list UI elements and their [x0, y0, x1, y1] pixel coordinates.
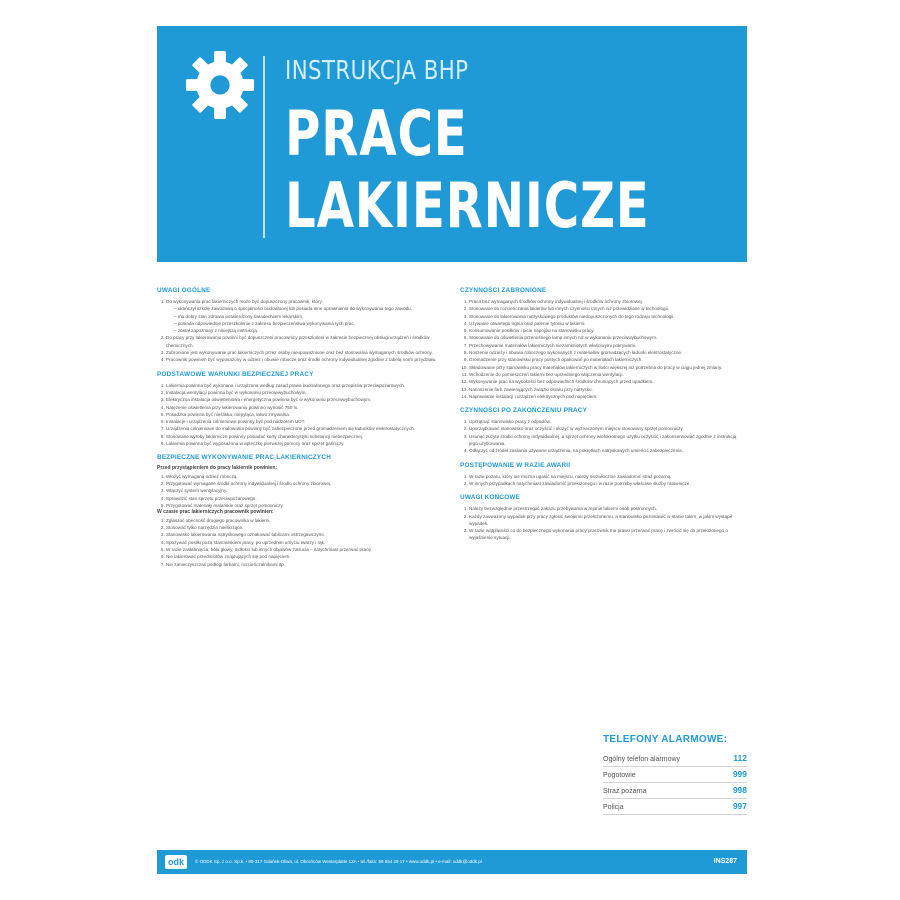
header-subtitle: INSTRUKCJA BHP — [285, 56, 469, 86]
section-list — [460, 298, 740, 400]
list-item: 10. Składowanie przy stanowisku pracy materiałów lakierniczych w ilości większej niż potrzebna do pracy w ciągu jednej zmiany. — [469, 364, 740, 371]
list-item: 4. Używanie otwartego ognia oraz palenie tytoniu w lakierni. — [469, 320, 740, 327]
sub-heading: Przed przystąpieniem do pracy lakiernik powinien: — [157, 465, 278, 472]
right-column — [460, 286, 740, 542]
list-item: 4. Spożywać posiłki poza stanowiskiem pracy, po uprzednim umyciu twarzy i rąk. — [166, 539, 437, 546]
footer-bar — [157, 850, 747, 874]
list-item: 3. Zabronione jest wykonywanie prac lakierniczych przez osoby nieupoważnione oraz bez stosowania wymaganych środków ochrony. — [166, 349, 437, 356]
emergency-phones — [603, 734, 747, 815]
list-item: 2. Instalacja wentylacji powinna być w wykonaniu przeciwwybuchowym. — [166, 389, 437, 396]
section-list — [460, 505, 740, 541]
list-item: – ma dobry stan zdrowia potwierdzony świadectwem lekarskim, — [174, 313, 437, 320]
list-item: 3. Stanowisko lakierowania natryskowego oznakować tablicami ostrzegawczymi. — [166, 531, 437, 538]
list-item: 7. Przechowywanie materiałów lakierniczych niezamkniętych właściwymi pokrywami. — [469, 342, 740, 349]
list-item: 1. Do wykonywania prac lakierniczych może być dopuszczony pracownik, który: – ukończył szkołę zawodową o specjalności budowlanej lub posiada inne uprawnienia do wykonywania tego zawodu, – ma dobry stan zdrowia potwierdzony świadectwem lekarskim, – posiada odpowiednie przeszkolenie z zakresu bezpieczeństwa wykonywania tych prac, – został zapoznany z niniejszą instrukcją. — [166, 298, 437, 334]
phone-row — [603, 799, 747, 815]
list-item: 4. Odłączyć od źródeł zasilania używane urządzenia, na pokrętłach natryskowych umieścić zabezpieczenia. — [469, 447, 740, 454]
gear-icon — [183, 48, 257, 122]
section-list — [157, 473, 437, 509]
list-item: 1. W razie pożaru, który nie można ugasić na miejscu, należy niezwłocznie zawiadomić straż pożarną. — [469, 473, 740, 480]
phone-row — [603, 783, 747, 799]
section-heading: CZYNNOŚCI ZABRONIONE — [460, 287, 547, 294]
section-list — [157, 298, 437, 364]
list-item: 2. Do pracy przy lakierowaniu powinni być dopuszczeni pracownicy przeszkoleni w zakresie bezpiecznej obsługi urządzeń i środków chemicznych. — [166, 334, 437, 349]
sub-heading: W czasie prac lakierniczych pracownik powinien: — [157, 509, 274, 516]
list-item: 1. Uprzątnąć stanowisko pracy z odpadów. — [469, 418, 740, 425]
list-item: 1. Praca bez wymaganych środków ochrony indywidualnej i środków ochrony zbiorowej. — [469, 298, 740, 305]
list-item: 3. Elektryczna instalacja oświetleniowa i energetyczna powinna być w wykonaniu przeciwwybuchowym. — [166, 396, 437, 403]
list-item: 11. Wchodzenie do pomieszczeń lakierni bez uprzedniego włączenia wentylacji. — [469, 371, 740, 378]
list-item: 2. Przygotować wymagane środki ochrony indywidualnej i środki ochrony zbiorowej. — [166, 480, 437, 487]
phone-number: 997 — [732, 801, 747, 811]
list-item: 3. Stosowanie do lakierowania natryskowego produktów niedopuszczonych do tego rodzaju technologii. — [469, 313, 740, 320]
list-item: 2. Każdy zauważony wypadek przy pracy zgłosić swojemu przełożonemu, a stanowisko pozostawić w stanie takim, w jakim wystąpił wypadek. — [469, 513, 740, 528]
list-item: 8. Stosowane wyroby lakiernicze powinny posiadać karty charakterystyki substancji niebezpiecznej. — [166, 433, 437, 440]
section-heading: BEZPIECZNE WYKONYWANIE PRAC LAKIERNICZYCH — [157, 454, 332, 462]
list-item: 4. Natężenie oświetlenia przy lakierowaniu powinno wynosić 750 lx. — [166, 404, 437, 411]
list-item: 1. Włożyć wymaganą odzież roboczą. — [166, 473, 437, 480]
list-item: 1. Zgłaszać obecność drugiego pracownika w lakierni. — [166, 517, 437, 524]
footer-contact: © ODDK Sp. z o.o. Sp.k. • 80-317 Gdańsk-Oliwa, ul. Obrońców Westerplatte 12A • tel./faks: 58 554 29 17 • www.oddk.pl • e-mail: oddk@oddk.pl — [195, 859, 482, 864]
title-line-2: LAKIERNICZE — [285, 169, 650, 242]
list-item: 2. W innych przypadkach natychmiast zawiadomić przełożonego i w razie potrzeby właściwe służby ratownicze. — [469, 480, 740, 487]
list-item: 1. Lakiernia powinna być wykonana i urządzona według zasad prawa budowlanego oraz przepisów przeciwpożarowych. — [166, 382, 437, 389]
document-code: INS287 — [713, 858, 737, 865]
list-item: 3. W razie wątpliwości co do bezpiecznego wykonania pracy pracownik ma prawo przerwać pracę i zwrócić się do przełożonego o wyjaśnienie sytuacji. — [469, 527, 740, 542]
list-item: 2. Stosować tylko narzędzia nieiskrzące. — [166, 524, 437, 531]
list-item: – został zapoznany z niniejszą instrukcją. — [174, 327, 437, 334]
section-list — [460, 473, 740, 488]
phone-number: 998 — [732, 785, 747, 795]
title-line-1: PRACE — [285, 97, 468, 170]
list-item: 13. Nanoszenie farb zawierających związki ołowiu przy natrysku. — [469, 386, 740, 393]
list-item: 5. Konsumowanie posiłków i picie napojów na stanowisku pracy. — [469, 327, 740, 334]
section-heading: UWAGI KOŃCOWE — [460, 494, 521, 502]
phone-row — [603, 767, 747, 783]
header-banner — [157, 26, 747, 262]
phone-label: Ogólny telefon alarmowy — [603, 756, 681, 763]
list-item: 3. Usunąć zużyte środki ochrony indywidualnej, a sprzęt ochrony wielokrotnego użytku oczyścić i zakonserwować zgodnie z instrukcją jego użytkowania. — [469, 433, 740, 448]
list-item: – posiada odpowiednie przeszkolenie z zakresu bezpieczeństwa wykonywania tych prac, — [174, 320, 437, 327]
section-heading: CZYNNOŚCI PO ZAKOŃCZENIU PRACY — [460, 407, 588, 415]
sub-list — [166, 305, 437, 334]
poster — [157, 26, 747, 876]
section-list — [157, 517, 437, 568]
phone-number: 112 — [733, 753, 747, 763]
section-list — [460, 418, 740, 454]
header-divider — [263, 56, 265, 238]
list-item: 2. Uporządkować stanowisko oraz oczyścić i ułożyć w wyznaczonym miejscu stosowany sprzęt pomocniczy. — [469, 425, 740, 432]
list-item: – ukończył szkołę zawodową o specjalności budowlanej lub posiada inne uprawnienia do wykonywania tego zawodu, — [174, 305, 437, 312]
list-item: 4. Sprawdzić stan sprzętu przeciwpożarowego. — [166, 495, 437, 502]
phone-label: Pogotowie — [603, 772, 636, 779]
section-heading: UWAGI OGÓLNE — [157, 287, 211, 294]
list-item: 7. Nie zanieczyszczać podłogi farbami, rozcieńczalnikami itp. — [166, 561, 437, 568]
list-item: 6. Stosowanie do oświetlenia przenośnego lamp innych niż w wykonaniu przeciwwybuchowym. — [469, 334, 740, 341]
list-item: 14. Naprawianie instalacji i urządzeń elektrycznych pod napięciem. — [469, 393, 740, 400]
phone-label: Straż pożarna — [603, 788, 647, 795]
list-item: 5. Przygotować materiały malarskie oraz sprzęt pomocniczy. — [166, 502, 437, 509]
phones-heading: TELEFONY ALARMOWE: — [603, 734, 728, 745]
list-item: 3. Włączyć system wentylacyjny. — [166, 487, 437, 494]
list-item: 7. Urządzenia ciśnieniowe do malowania powinny być zabezpieczone przed gromadzeniem się ładunków elektrostatycznych. — [166, 425, 437, 432]
phone-number: 999 — [732, 769, 747, 779]
phone-row — [603, 751, 747, 767]
left-column — [157, 286, 437, 568]
phone-label: Policja — [603, 804, 624, 811]
list-item: 9. Gromadzenie przy stanowisku pracy pustych opakowań po materiałach lakierniczych. — [469, 356, 740, 363]
list-item: 12. Wykonywanie prac na wysokości bez odpowiednich środków chroniących przed upadkiem. — [469, 378, 740, 385]
list-item: 6. Nie lakierować przedmiotów znajdujących się pod napięciem. — [166, 553, 437, 560]
section-heading: POSTĘPOWANIE W RAZIE AWARII — [460, 461, 571, 469]
section-heading: PODSTAWOWE WARUNKI BEZPIECZNEJ PRACY — [157, 370, 314, 378]
list-item: 2. Stosowanie do rozcieńczania lakierów lub innych czynności innych niż przewidziane w technologii. — [469, 305, 740, 312]
oddk-logo: odk — [165, 855, 187, 869]
page-title — [285, 98, 650, 242]
section-list — [157, 382, 437, 448]
list-item: 9. Lakiernia powinna być wyposażona w apteczkę pierwszej pomocy oraz sprzęt gaśniczy. — [166, 440, 437, 447]
list-item: 1. Należy bezwzględnie przestrzegać zakazu przebywania w rejonie lakierni osób postronnych. — [469, 505, 740, 512]
list-item: 4. Pracownik powinien być wyposażony w odzież i obuwie robocze oraz środki ochrony indywidualnej zgodnie z tabelą norm przydziału. — [166, 356, 437, 363]
list-item: 5. Posadzka powinna być nieśliska, niepyląca, łatwo zmywalna. — [166, 411, 437, 418]
list-item: 8. Noszenie odzieży i obuwia roboczego wykonanych z materiałów gromadzących ładunki elektrostatyczne. — [469, 349, 740, 356]
list-item: 6. Instalacje i urządzenia ciśnieniowe powinny być pod nadzorem UDT. — [166, 418, 437, 425]
list-item: 5. W razie zasłabnięcia, bólu głowy, mdłości lub innych objawów zatrucia – natychmiast przerwać pracę. — [166, 546, 437, 553]
